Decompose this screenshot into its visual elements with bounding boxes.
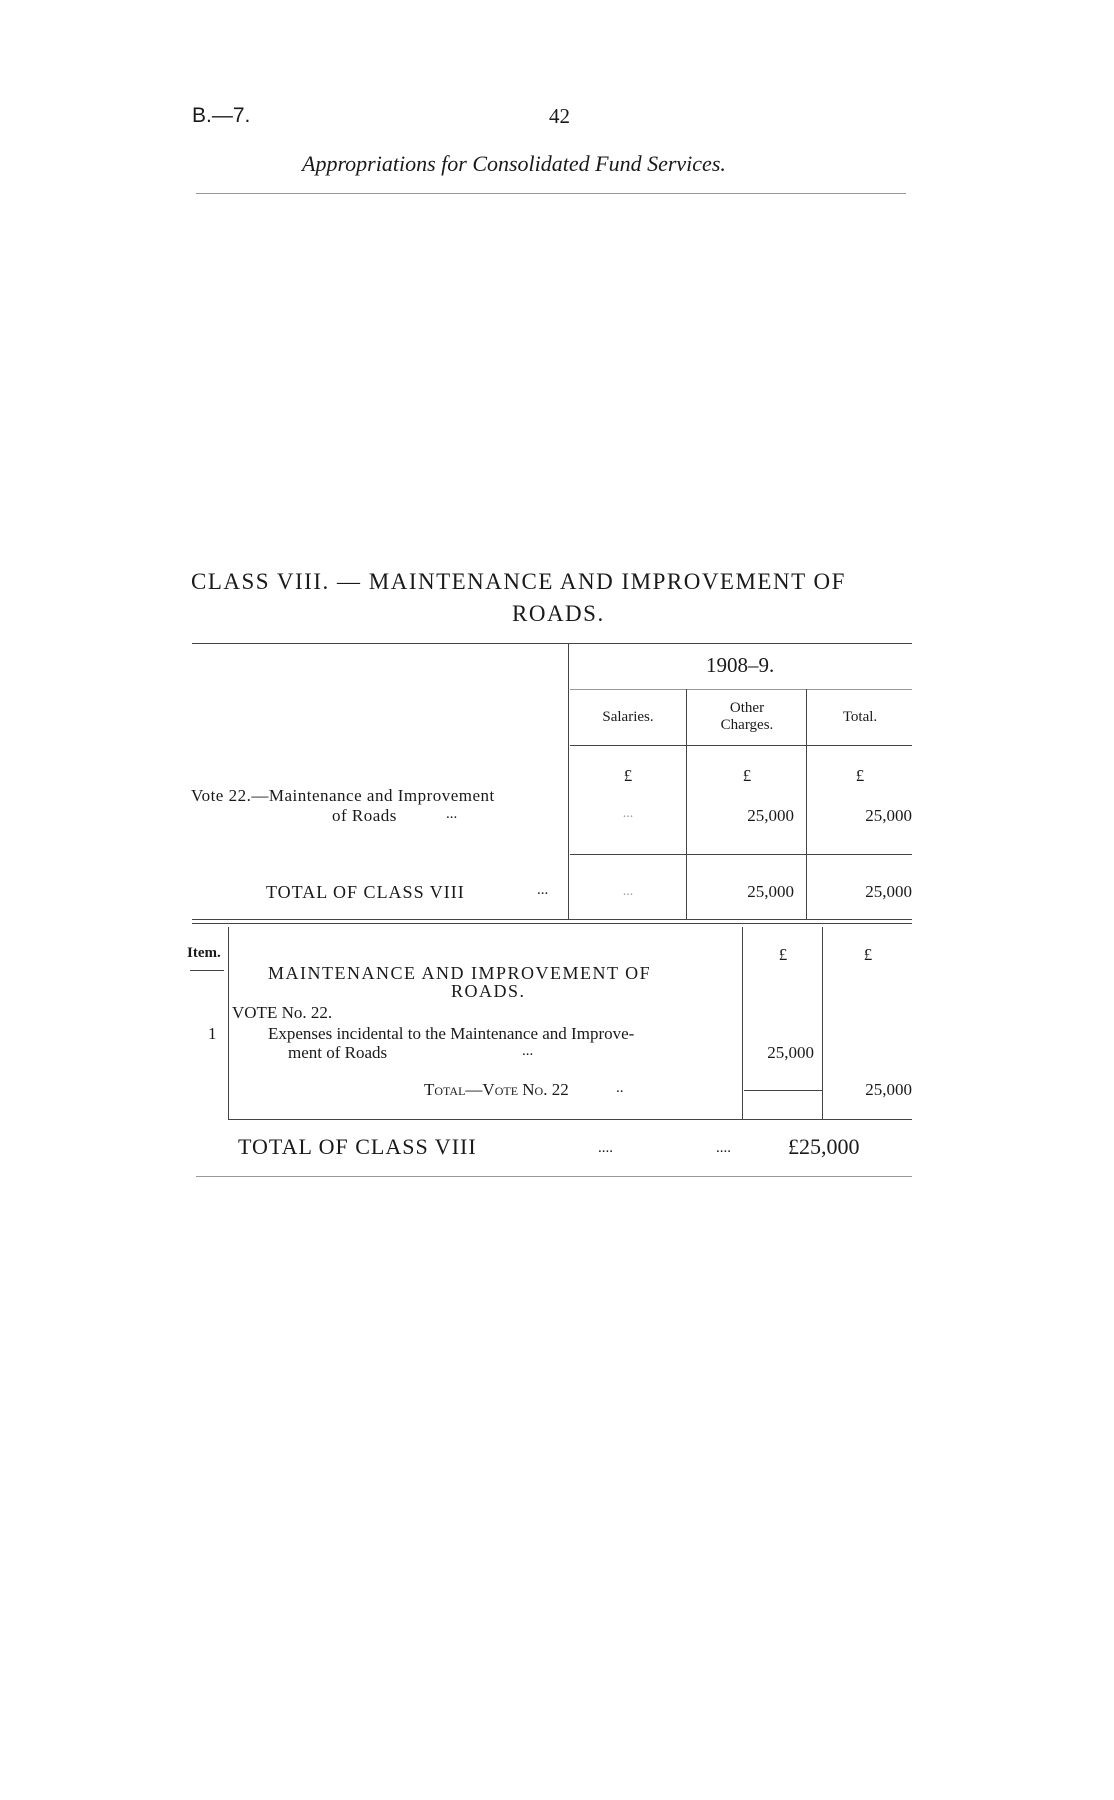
grand-total-label: TOTAL OF CLASS VIII	[238, 1134, 477, 1159]
item-header-rule	[190, 970, 224, 971]
grand-total-leaders-2: ....	[716, 1140, 731, 1156]
detail-heading-line1: MAINTENANCE AND IMPROVEMENT OF	[268, 963, 652, 983]
header-rule	[196, 193, 906, 194]
total-class-viii-leaders: ...	[537, 882, 549, 898]
detail-heading-line2: ROADS.	[451, 981, 526, 1001]
amount-divider-2	[822, 927, 823, 1119]
total-class-viii-label: TOTAL OF CLASS VIII	[266, 882, 465, 902]
item-sum-rule	[744, 1090, 822, 1091]
grand-total-rule	[196, 1176, 912, 1177]
vote-total-leaders: ..	[616, 1080, 624, 1096]
currency-other-charges: £	[742, 766, 752, 785]
column-other-charges: Other Charges.	[720, 700, 774, 733]
total-class-viii-salaries: ...	[622, 884, 634, 899]
grand-total-amount: £25,000	[788, 1134, 860, 1159]
page-number: 42	[549, 104, 570, 128]
running-title: Appropriations for Consolidated Fund Services.	[302, 151, 726, 176]
column-total: Total.	[842, 709, 878, 725]
currency-item-amount: £	[778, 945, 788, 964]
vote-total-amount: 25,000	[865, 1080, 912, 1099]
item-leaders: ...	[522, 1043, 534, 1059]
column-salaries: Salaries.	[602, 709, 654, 725]
document-reference: B.—7.	[192, 104, 251, 127]
item-column-header: Item.	[187, 945, 221, 961]
column-header-rule	[570, 745, 912, 746]
class-heading-line1: CLASS VIII. — MAINTENANCE AND IMPROVEMENT OF	[191, 569, 846, 594]
summary-top-rule	[192, 643, 912, 644]
vote-22-leaders: ...	[446, 806, 458, 822]
year-rule	[570, 689, 912, 690]
summary-divider	[568, 643, 569, 919]
vote-22-label-cont: of Roads	[332, 806, 397, 825]
class-heading-line2: ROADS.	[512, 601, 605, 626]
currency-salaries: £	[623, 766, 633, 785]
detail-bottom-rule	[228, 1119, 912, 1120]
total-class-viii-other-charges: 25,000	[747, 882, 794, 901]
subtotal-rule	[570, 854, 912, 855]
summary-bottom-rule-1	[192, 919, 912, 920]
currency-total: £	[855, 766, 865, 785]
vote-number-label: VOTE No. 22.	[232, 1003, 333, 1022]
summary-bottom-rule-2	[192, 923, 912, 924]
item-amount: 25,000	[767, 1043, 814, 1062]
vote-22-label: Vote 22.—Maintenance and Improvement	[191, 786, 495, 805]
vote-total-label: Total—Vote No. 22	[424, 1080, 569, 1099]
year-heading: 1908–9.	[706, 653, 775, 677]
item-description: Expenses incidental to the Maintenance and Improve-	[268, 1024, 635, 1043]
item-description-cont: ment of Roads	[288, 1043, 388, 1062]
vote-22-other-charges: 25,000	[747, 806, 794, 825]
vote-22-total: 25,000	[865, 806, 912, 825]
grand-total-leaders-1: ....	[598, 1140, 613, 1156]
amount-divider-1	[742, 927, 743, 1119]
col-divider-2	[806, 689, 807, 919]
total-class-viii-total: 25,000	[865, 882, 912, 901]
vote-22-salaries: ...	[622, 806, 634, 821]
item-number: 1	[208, 1024, 217, 1043]
item-divider	[228, 927, 229, 1119]
col-divider-1	[686, 689, 687, 919]
currency-vote-total: £	[863, 945, 873, 964]
